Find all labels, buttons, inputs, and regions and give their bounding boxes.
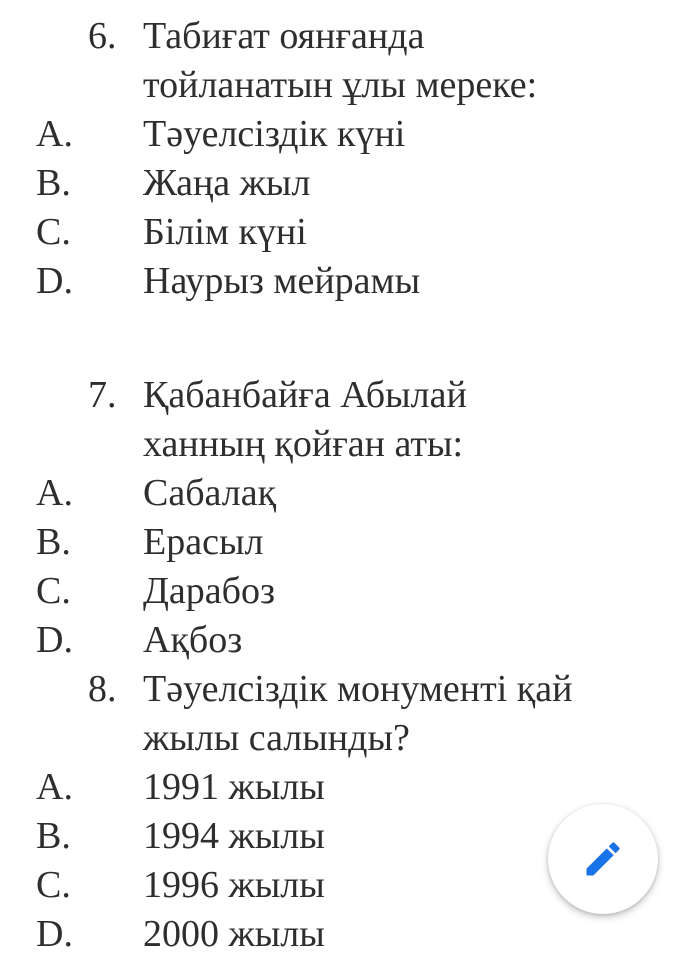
question-8-option-a-text: 1991 жылы: [143, 766, 325, 808]
question-7-text-line-2: ханның қойған аты:: [143, 423, 464, 465]
question-8-option-d-letter: D.: [36, 913, 73, 955]
question-8-option-d-text: 2000 жылы: [143, 913, 325, 955]
question-6-option-a-text: Тәуелсіздік күні: [143, 113, 406, 155]
question-6-option-c-letter: C.: [36, 211, 71, 253]
question-8-option-b-letter: B.: [36, 815, 71, 857]
question-7-option-d-text: Ақбоз: [143, 619, 243, 661]
question-7-option-d-letter: D.: [36, 619, 73, 661]
question-6-number: 6.: [88, 15, 117, 57]
question-8-option-a-letter: A.: [36, 766, 73, 808]
question-6-option-c-text: Білім күні: [143, 211, 307, 253]
question-7-option-a-letter: A.: [36, 472, 73, 514]
question-6-option-d-text: Наурыз мейрамы: [143, 260, 421, 302]
question-8-number: 8.: [88, 668, 117, 710]
question-6-text-line-1: Табиғат оянғанда: [143, 15, 425, 57]
question-8-text-line-1: Тәуелсіздік монументі қай: [143, 668, 573, 710]
question-6-option-b-letter: B.: [36, 162, 71, 204]
question-6-option-d-letter: D.: [36, 260, 73, 302]
question-6-text-line-2: тойланатын ұлы мереке:: [143, 64, 538, 106]
question-8-text-line-2: жылы салынды?: [143, 717, 410, 759]
question-6-option-b-text: Жаңа жыл: [143, 162, 311, 204]
question-7-option-b-text: Ерасыл: [143, 521, 264, 563]
edit-fab-button[interactable]: [548, 804, 658, 914]
question-7-option-c-letter: C.: [36, 570, 71, 612]
question-8-option-b-text: 1994 жылы: [143, 815, 325, 857]
question-8-option-c-text: 1996 жылы: [143, 864, 325, 906]
question-7-option-c-text: Дарабоз: [143, 570, 275, 612]
pencil-icon: [581, 837, 625, 881]
question-8-option-c-letter: C.: [36, 864, 71, 906]
question-6-option-a-letter: A.: [36, 113, 73, 155]
question-7-option-b-letter: B.: [36, 521, 71, 563]
question-7-number: 7.: [88, 374, 117, 416]
question-7-text-line-1: Қабанбайға Абылай: [143, 374, 467, 416]
question-7-option-a-text: Сабалақ: [143, 472, 277, 514]
